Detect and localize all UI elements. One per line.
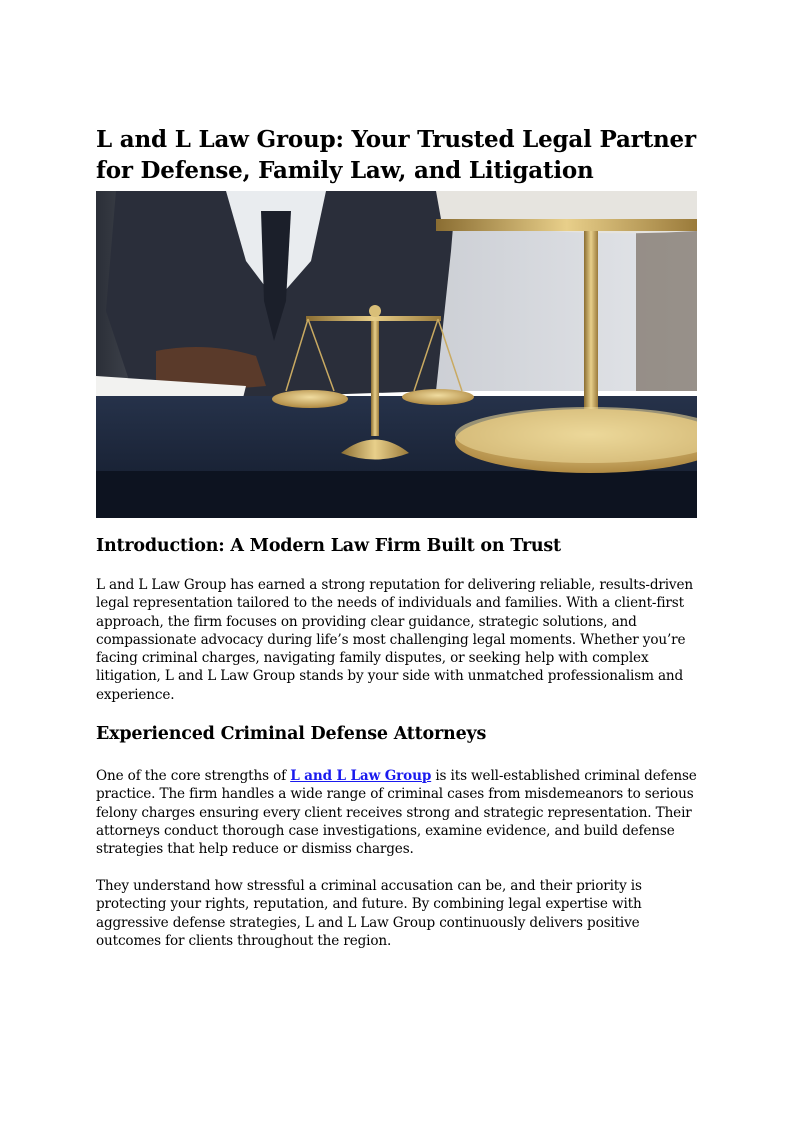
section-heading-introduction: Introduction: A Modern Law Firm Built on Trust <box>96 536 561 556</box>
section-heading-criminal-defense: Experienced Criminal Defense Attorneys <box>96 724 487 744</box>
criminal-defense-paragraph <box>96 767 700 858</box>
intro-paragraph: L and L Law Group has earned a strong reputation for delivering reliable, results-driven legal representation tailored to the needs of individuals and families. With a client-first approach, the firm focuses on providing clear guidance, strategic solutions, and compassionate advocacy during life’s most challenging legal moments. Whether you’re facing criminal charges, navigating family disputes, or seeking help with complex litigation, L and L Law Group stands by your side with unmatched professionalism and experience. <box>96 577 693 703</box>
page-title: L and L Law Group: Your Trusted Legal Partner for Defense, Family Law, and Litigation <box>96 126 696 184</box>
hero-image <box>96 191 697 518</box>
criminal-defense-paragraph-2: They understand how stressful a criminal accusation can be, and their priority is protecting your rights, reputation, and future. By combining legal expertise with aggressive defense strategies, L and L Law Group continuously delivers positive outcomes for clients throughout the region. <box>96 878 642 949</box>
paragraph-text: One of the core strengths of <box>96 768 291 784</box>
paragraph-text: is its well-established criminal defense practice. The firm handles a wide range of criminal cases from misdemeanors to serious felony charges ensuring every client receives strong and strategic representation. Their attorneys conduct thorough case investigations, examine evidence, and build defense strategies that help reduce or dismiss charges. <box>96 768 697 858</box>
firm-link[interactable]: L and L Law Group <box>290 768 432 784</box>
